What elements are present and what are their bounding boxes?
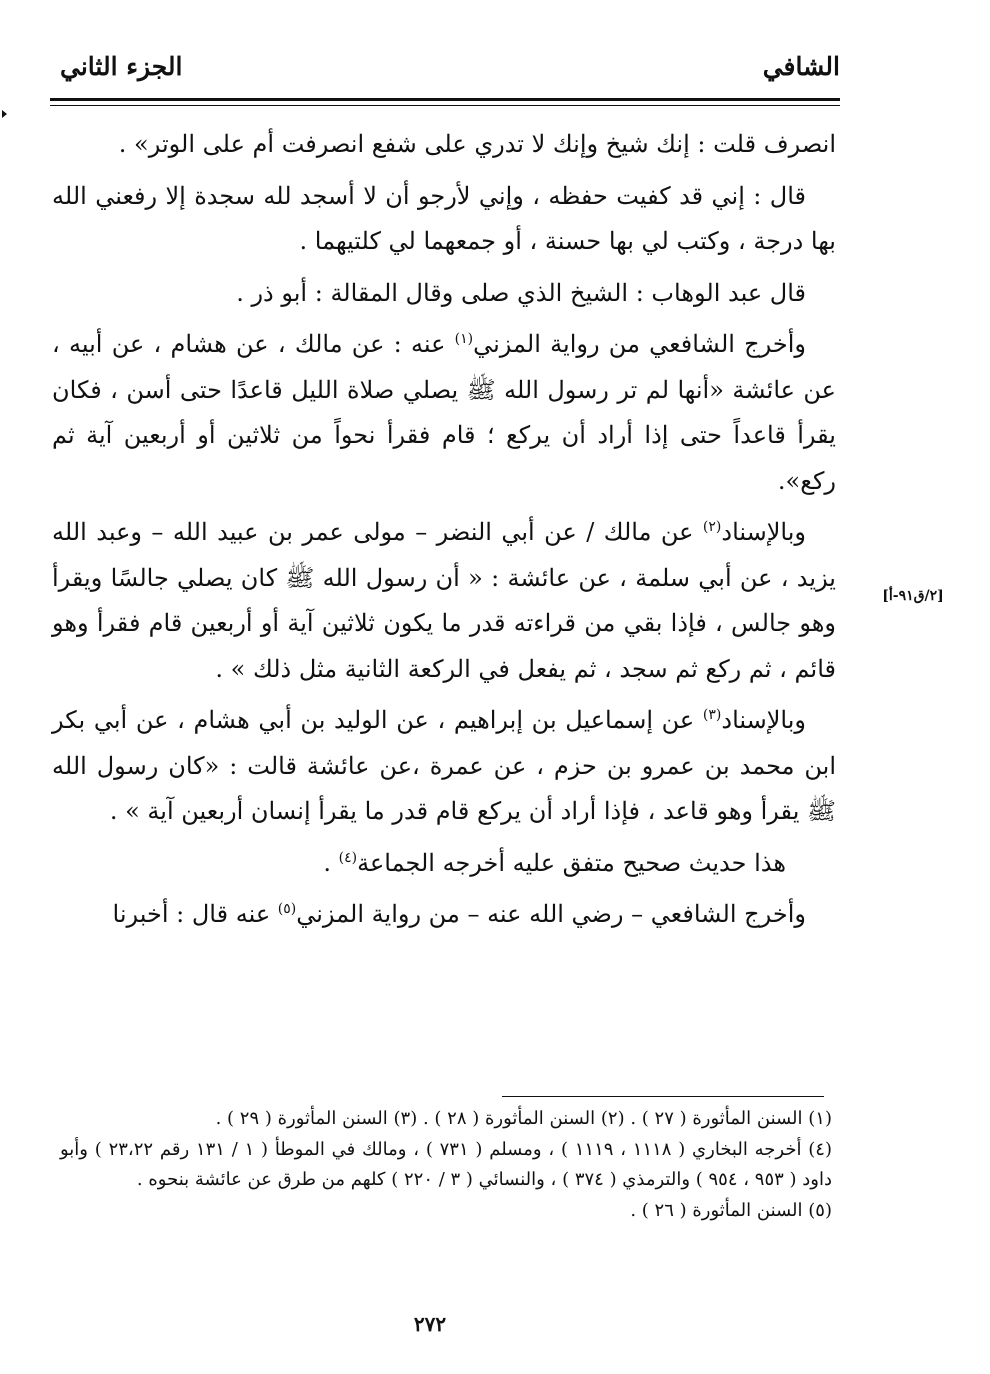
paragraph: انصرف قلت : إنك شيخ وإنك لا تدري على شفع انصرفت أم على الوتر» . (118, 130, 836, 158)
footnote: (١) السنن المأثورة ( ٢٧ ) . (٢) السنن المأثورة ( ٢٨ ) . (٣) السنن المأثورة ( ٢٩ ) . (215, 1108, 832, 1129)
paragraph (52, 510, 836, 692)
manuscript-folio-marker: [٢/ق٩١-أ] (882, 588, 944, 604)
margin-arrow-icon (2, 110, 7, 118)
footnote-ref[interactable]: (٥) (277, 901, 297, 917)
footnote-ref[interactable]: (٤) (338, 849, 358, 866)
paragraph (52, 892, 836, 938)
footnote-ref[interactable]: (٣) (702, 707, 722, 723)
paragraph-text: عن مالك / عن أبي النضر – مولى عمر بن عبيد الله – وعبد الله يزيد ، عن أبي سلمة ، عن عائشة : « أن رسول الله ﷺ كان يصلي جالسًا ويقرأ وهو جالس ، فإذا بقي من قراءته قدر ما يكون ثلاثين آية أو أربعين قام فقرأ وهو قائم ، ثم ركع ثم سجد ، ثم يفعل في الركعة الثانية مثل ذلك » . (52, 518, 836, 683)
paragraph-text: هذا حديث صحيح متفق عليه أخرجه الجماعة (357, 848, 786, 877)
paragraph (52, 322, 836, 504)
paragraph-text: عنه قال : أخبرنا (112, 900, 278, 928)
running-head (50, 52, 840, 92)
page-number: ٢٧٢ (413, 1312, 447, 1336)
paragraph (52, 841, 836, 887)
footnote-ref[interactable]: (١) (454, 331, 474, 347)
paragraph-text: عن إسماعيل بن إبراهيم ، عن الوليد بن أبي هشام ، عن أبي بكر ابن محمد بن عمرو بن حزم ، عن عمرة ،عن عائشة قالت : «كان رسول الله ﷺ يقرأ وهو قاعد ، فإذا أراد أن يركع قام قدر ما يقرأ إنسان أربعين آية » . (52, 706, 836, 825)
footnote: (٤) أخرجه البخاري ( ١١١٨ ، ١١١٩ ) ، ومسلم ( ٧٣١ ) ، ومالك في الموطأ ( ١ / ١٣١ رقم ٢٣،٢٢ ) وأبو داود ( ٩٥٣ ، ٩٥٤ ) والترمذي ( ٣٧٤ ) ، والنسائي ( ٣ / ٢٢٠ ) كلهم من طرق عن عائشة بنحوه . (60, 1138, 832, 1190)
book-title: الشافي (762, 52, 840, 81)
footnotes (60, 1104, 832, 1226)
paragraph-text: وأخرج الشافعي من رواية المزني (473, 330, 807, 358)
volume-label: الجزء الثاني (60, 52, 183, 81)
paragraph-text: وأخرج الشافعي – رضي الله عنه – من رواية المزني (296, 900, 806, 928)
paragraph-text: . (323, 848, 339, 877)
main-text (52, 122, 836, 944)
paragraph (52, 698, 836, 835)
header-rule-thin (50, 105, 840, 106)
footnote-ref[interactable]: (٢) (702, 519, 722, 535)
paragraph-text: وبالإسناد (721, 706, 806, 734)
header-rule-thick (50, 98, 840, 101)
paragraph: قال عبد الوهاب : الشيخ الذي صلى وقال المقالة : أبو ذر . (236, 278, 806, 307)
paragraph-text: وبالإسناد (721, 518, 806, 546)
paragraph-text: عنه : عن مالك ، عن هشام ، عن أبيه ، عن عائشة «أنها لم تر رسول الله ﷺ يصلي صلاة الليل قاعدًا حتى أسن ، فكان يقرأ قاعداً حتى إذا أراد أن يركع ؛ قام فقرأ نحواً من ثلاثين أو أربعين آية ثم ركع». (52, 330, 836, 495)
footnote-separator (502, 1096, 824, 1097)
footnote: (٥) السنن المأثورة ( ٢٦ ) . (630, 1199, 832, 1221)
paragraph: قال : إني قد كفيت حفظه ، وإني لأرجو أن لا أسجد لله سجدة إلا رفعني الله بها درجة ، وكتب لي بها حسنة ، أو جمعهما لي كلتيهما . (52, 181, 836, 255)
